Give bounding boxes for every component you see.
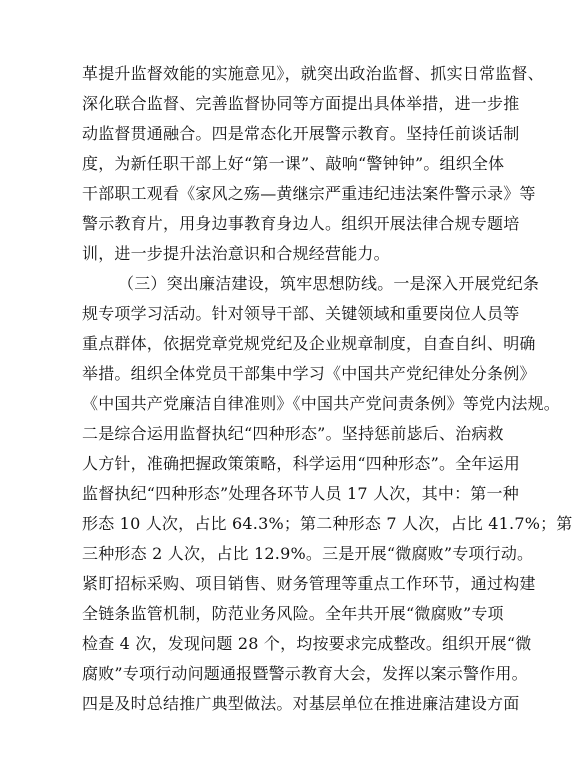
- text-line: 干部职工观看《家风之殇—黄继宗严重违纪违法案件警示录》等: [82, 184, 536, 203]
- text-line: 举措。组织全体党员干部集中学习《中国共产党纪律处分条例》: [82, 364, 536, 383]
- text-line: 三种形态 2 人次，占比 12.9%。三是开展“微腐败”专项行动。: [82, 544, 534, 563]
- text-line: 训，进一步提升法治意识和合规经营能力。: [82, 244, 390, 263]
- text-line: 动监督贯通融合。四是常态化开展警示教育。坚持任前谈话制: [82, 124, 520, 143]
- text-line: 二是综合运用监督执纪“四种形态”。坚持惩前毖后、治病救: [82, 424, 504, 443]
- text-line: 度，为新任职干部上好“第一课”、敲响“警钟钟”。组织全体: [82, 154, 505, 173]
- text-line: 四是及时总结推广典型做法。对基层单位在推进廉洁建设方面: [82, 694, 520, 713]
- text-line: 紧盯招标采购、项目销售、财务管理等重点工作环节，通过构建: [82, 574, 536, 593]
- text-line: 形态 10 人次，占比 64.3%；第二种形态 7 人次，占比 41.7%；第: [82, 514, 573, 533]
- text-line: 人方针，准确把握政策策略，科学运用“四种形态”。全年运用: [82, 454, 520, 473]
- text-line: 腐败”专项行动问题通报暨警示教育大会，发挥以案示警作用。: [82, 664, 528, 683]
- text-line: 全链条监管机制，防范业务风险。全年共开展“微腐败”专项: [82, 604, 504, 623]
- text-line: 《中国共产党廉洁自律准则》《中国共产党问责条例》等党内法规。: [82, 394, 561, 413]
- text-line: 深化联合监督、完善监督协同等方面提出具体举措，进一步推: [82, 94, 520, 113]
- text-line: 重点群体，依据党章党规党纪及企业规章制度，自查自纠、明确: [82, 334, 536, 353]
- text-line: 检查 4 次，发现问题 28 个，均按要求完成整改。组织开展“微: [82, 634, 532, 653]
- text-line: 监督执纪“四种形态”处理各环节人员 17 人次，其中：第一种: [82, 484, 519, 503]
- text-line: 警示教育片，用身边事教育身边人。组织开展法律合规专题培: [82, 214, 520, 233]
- text-line: 规专项学习活动。针对领导干部、关键领域和重要岗位人员等: [82, 304, 520, 323]
- paragraph-first-line: （三）突出廉洁建设，筑牢思想防线。一是深入开展党纪条: [118, 274, 540, 293]
- text-line: 革提升监督效能的实施意见》，就突出政治监督、抓实日常监督、: [82, 64, 544, 83]
